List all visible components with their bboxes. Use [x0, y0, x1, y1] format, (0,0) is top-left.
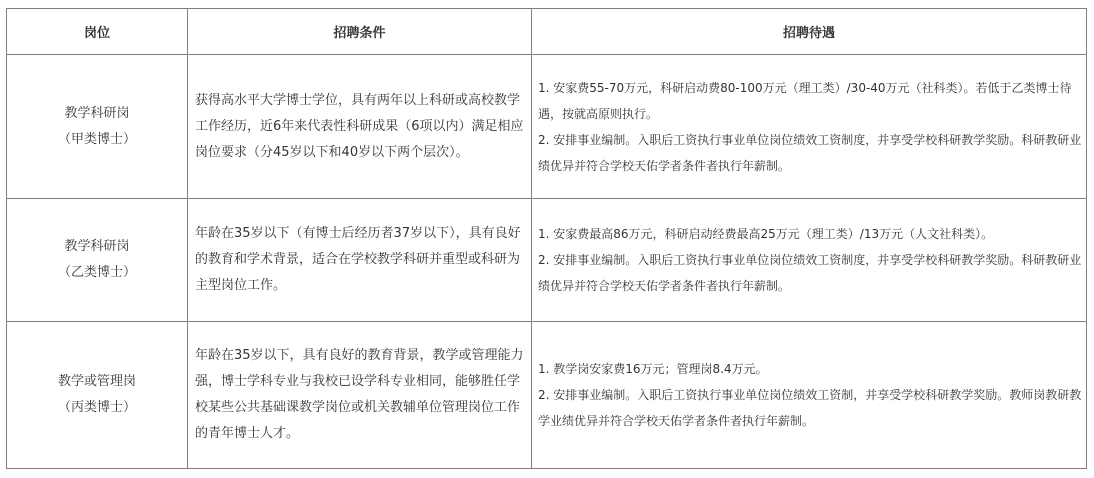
- benefits-cell: [532, 322, 1087, 469]
- position-category: （丙类博士）: [57, 400, 136, 415]
- conditions-cell: 年龄在35岁以下（有博士后经历者37岁以下），具有良好的教育和学术背景，适合在学校教学科研并重型或科研为主型岗位工作。: [188, 199, 532, 322]
- benefit-item: 1. 安家费最高86万元，科研启动经费最高25万元（理工类）/13万元（人文社科类）。: [538, 227, 994, 241]
- position-category: （乙类博士）: [57, 265, 136, 280]
- position-category: （甲类博士）: [57, 131, 136, 147]
- benefit-item: 2. 安排事业编制。入职后工资执行事业单位岗位绩效工资制度，并享受学校科研教学奖励。科研教研业绩优异并符合学校天佑学者条件者执行年薪制。: [538, 132, 1082, 173]
- benefit-item: 2. 安排事业编制。入职后工资执行事业单位岗位绩效工资制，并享受学校科研教学奖励。教师岗教研教学业绩优异并符合学校天佑学者条件者执行年薪制。: [538, 388, 1082, 428]
- table-row: [7, 322, 1087, 469]
- position-cell: [7, 199, 188, 322]
- header-position: 岗位: [7, 9, 188, 55]
- table-row: [7, 199, 1087, 322]
- benefit-item: 1. 教学岗安家费16万元；管理岗8.4万元。: [538, 362, 768, 376]
- recruitment-table: [6, 8, 1087, 469]
- header-conditions: 招聘条件: [188, 9, 532, 55]
- position-title: 教学科研岗: [64, 239, 130, 254]
- position-title: 教学科研岗: [64, 105, 130, 121]
- table-row: [7, 55, 1087, 199]
- position-cell: [7, 322, 188, 469]
- header-benefits: 招聘待遇: [532, 9, 1087, 55]
- conditions-cell: 获得高水平大学博士学位，具有两年以上科研或高校教学工作经历，近6年来代表性科研成果（6项以内）满足相应岗位要求（分45岁以下和40岁以下两个层次）。: [188, 55, 532, 199]
- benefit-item: 1. 安家费55-70万元，科研启动费80-100万元（理工类）/30-40万元（社科类）。若低于乙类博士待遇，按就高原则执行。: [538, 80, 1072, 121]
- recruitment-table-container: [6, 8, 1087, 469]
- position-cell: [7, 55, 188, 199]
- benefits-cell: [532, 199, 1087, 322]
- table-header-row: [7, 9, 1087, 55]
- benefits-cell: [532, 55, 1087, 199]
- benefit-item: 2. 安排事业编制。入职后工资执行事业单位岗位绩效工资制度，并享受学校科研教学奖励。科研教研业绩优异并符合学校天佑学者条件者执行年薪制。: [538, 253, 1082, 293]
- position-title: 教学或管理岗: [57, 374, 136, 389]
- conditions-cell: 年龄在35岁以下，具有良好的教育背景，教学或管理能力强，博士学科专业与我校已设学科专业相同，能够胜任学校某些公共基础课教学岗位或机关教辅单位管理岗位工作的青年博士人才。: [188, 322, 532, 469]
